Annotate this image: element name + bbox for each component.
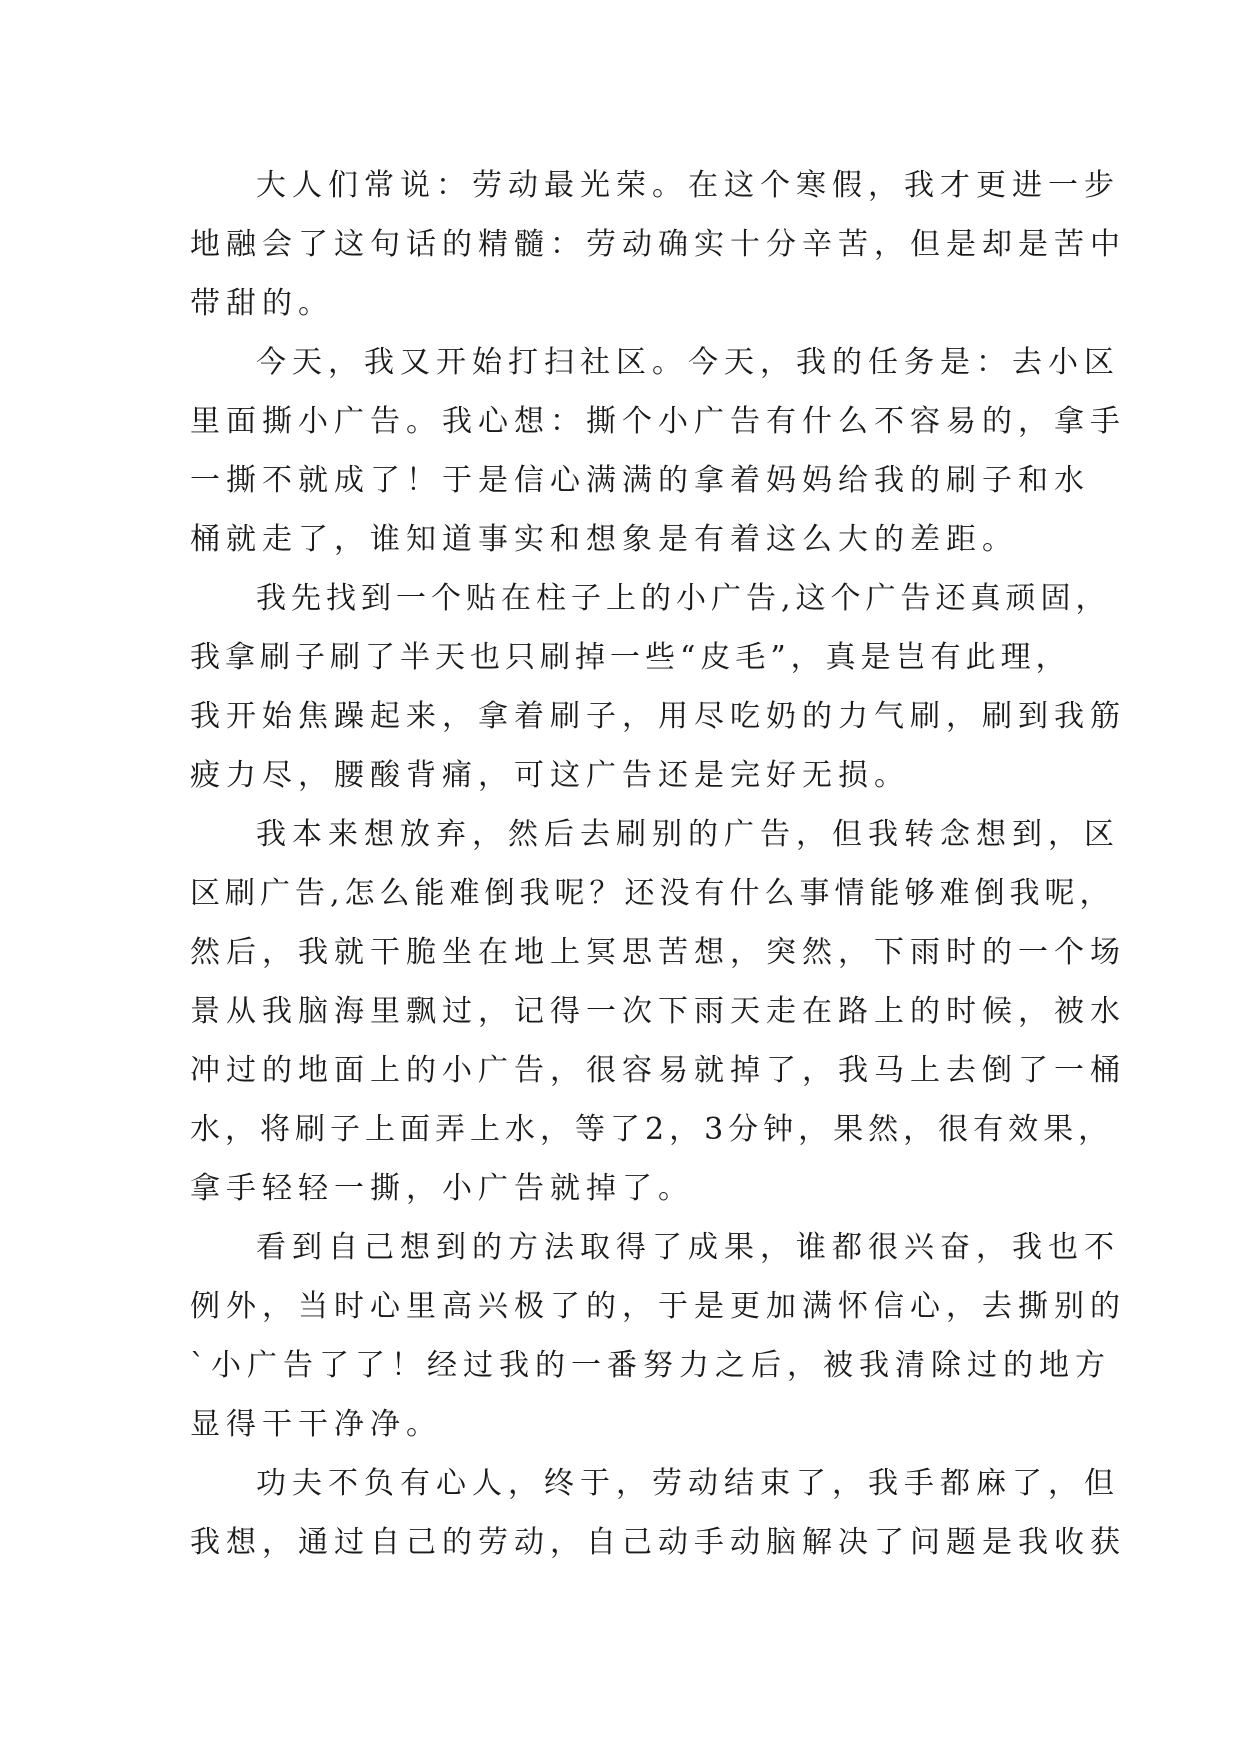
- text-line: 我想，通过自己的劳动，自己动手动脑解决了问题是我收获: [190, 1525, 1126, 1560]
- text-line: 功夫不负有心人，终于，劳动结束了，我手都麻了，但: [256, 1466, 1120, 1501]
- text-line: 例外，当时心里高兴极了的，于是更加满怀信心，去撕别的: [190, 1289, 1126, 1324]
- text-line: 大人们常说：劳动最光荣。在这个寒假，我才更进一步: [256, 168, 1120, 203]
- text-line: 拿手轻轻一撕，小广告就掉了。: [190, 1171, 694, 1206]
- text-line: 冲过的地面上的小广告，很容易就掉了，我马上去倒了一桶: [190, 1053, 1126, 1088]
- text-line: 地融会了这句话的精髓：劳动确实十分辛苦，但是却是苦中: [190, 227, 1126, 262]
- text-line: 带甜的。: [190, 286, 334, 321]
- text-line: 景从我脑海里飘过，记得一次下雨天走在路上的时候，被水: [190, 994, 1126, 1029]
- paragraph: [190, 805, 1126, 1218]
- text-line: 区刷广告,怎么能难倒我呢？还没有什么事情能够难倒我呢，: [190, 876, 1115, 911]
- text-line: 然后，我就干脆坐在地上冥思苦想，突然，下雨时的一个场: [190, 935, 1126, 970]
- text-line: 显得干干净净。: [190, 1407, 442, 1442]
- text-line: 里面撕小广告。我心想：撕个小广告有什么不容易的，拿手: [190, 404, 1126, 439]
- paragraph: [190, 1454, 1126, 1572]
- text-line: 我本来想放弃，然后去刷别的广告，但我转念想到，区: [256, 817, 1120, 852]
- text-line: `小广告了了！经过我的一番努力之后，被我清除过的地方: [190, 1348, 1111, 1383]
- text-line: 水，将刷子上面弄上水，等了2，3分钟，果然，很有效果，: [190, 1112, 1114, 1147]
- text-line: 看到自己想到的方法取得了成果，谁都很兴奋，我也不: [256, 1230, 1120, 1265]
- paragraph: [190, 1218, 1126, 1454]
- text-line: 今天，我又开始打扫社区。今天，我的任务是：去小区: [256, 345, 1120, 380]
- text-line: 桶就走了，谁知道事实和想象是有着这么大的差距。: [190, 522, 1018, 557]
- text-line: 我先找到一个贴在柱子上的小广告,这个广告还真顽固，: [256, 581, 1111, 616]
- text-line: 疲力尽，腰酸背痛，可这广告还是完好无损。: [190, 758, 910, 793]
- text-line: 一撕不就成了！于是信心满满的拿着妈妈给我的刷子和水: [190, 463, 1090, 498]
- paragraph: [190, 333, 1126, 569]
- text-line: 我开始焦躁起来，拿着刷子，用尽吃奶的力气刷，刷到我筋: [190, 699, 1126, 734]
- paragraph: [190, 569, 1126, 805]
- text-line: 我拿刷子刷了半天也只刷掉一些“皮毛”，真是岂有此理，: [190, 640, 1071, 675]
- paragraph: [190, 156, 1126, 333]
- document-body: [190, 156, 1126, 1572]
